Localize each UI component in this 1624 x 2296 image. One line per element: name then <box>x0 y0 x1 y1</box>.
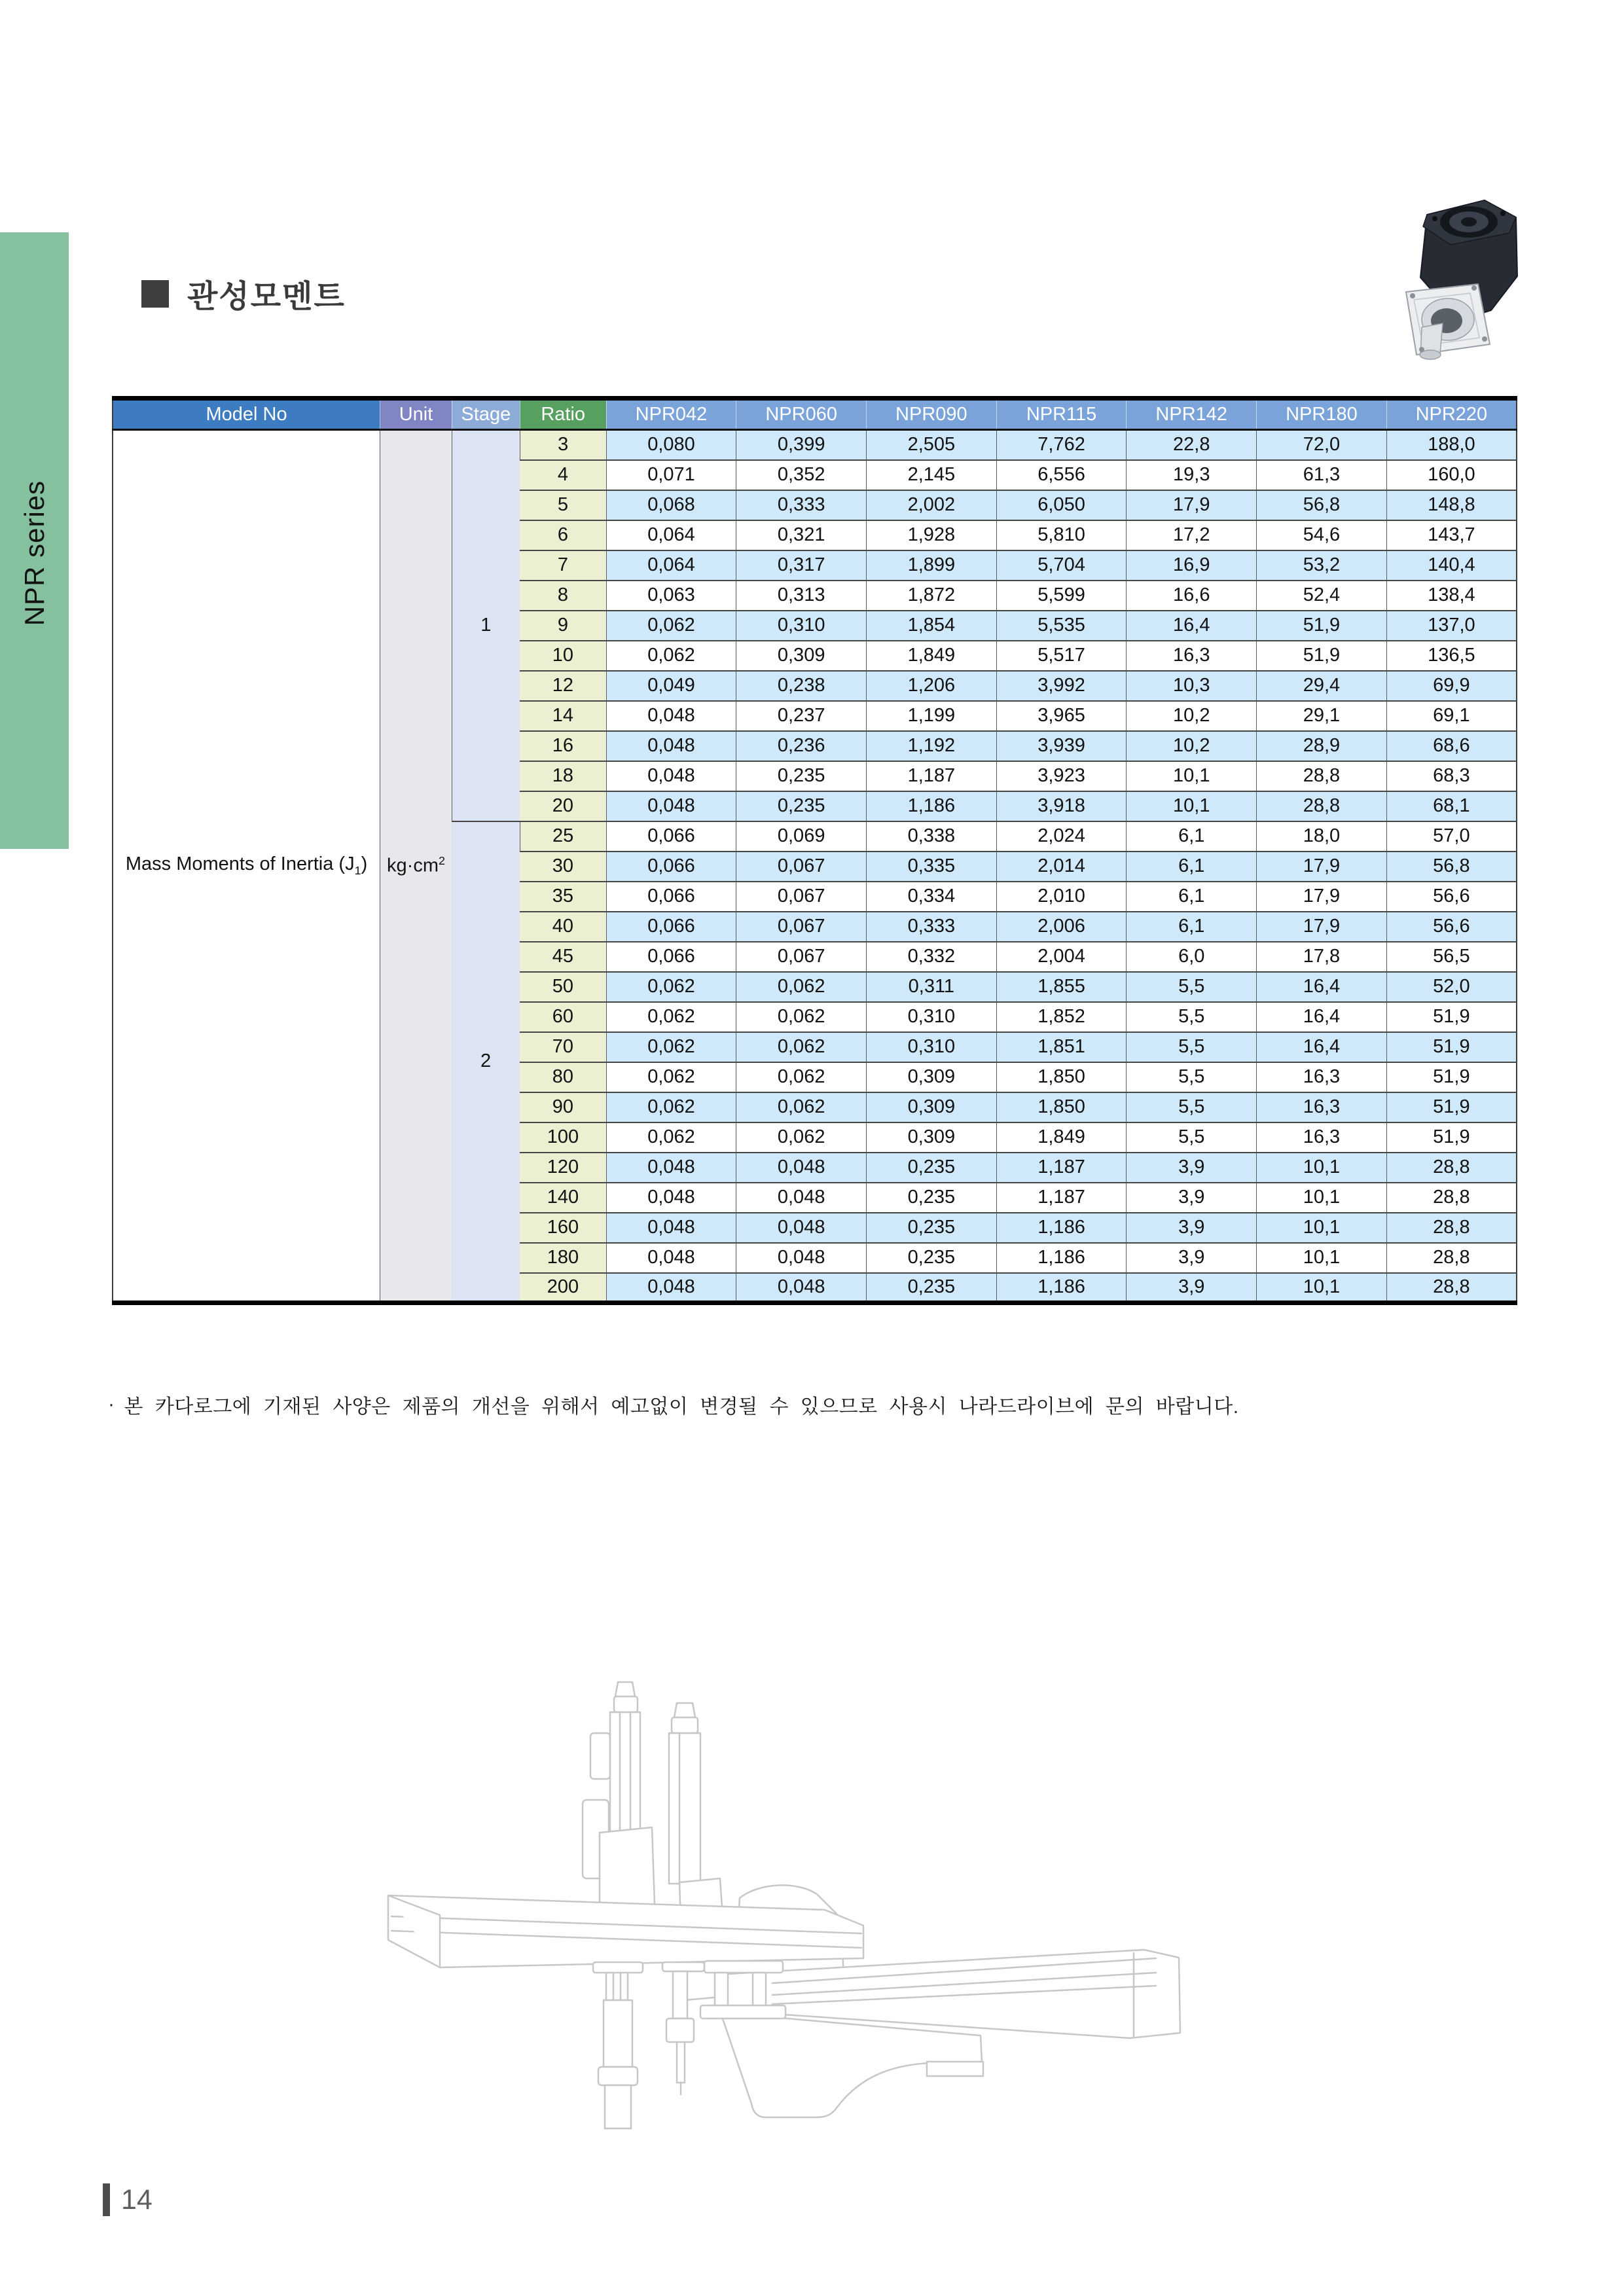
value-cell-npr142: 10,3 <box>1127 671 1257 701</box>
value-cell-npr060: 0,310 <box>736 611 867 641</box>
value-cell-npr180: 28,8 <box>1257 791 1387 821</box>
value-cell-npr180: 17,9 <box>1257 852 1387 882</box>
ratio-cell: 80 <box>520 1062 606 1092</box>
value-cell-npr220: 56,5 <box>1386 942 1517 972</box>
value-cell-npr090: 2,002 <box>867 490 997 520</box>
ratio-cell: 45 <box>520 942 606 972</box>
value-cell-npr220: 51,9 <box>1386 1062 1517 1092</box>
value-cell-npr142: 22,8 <box>1127 430 1257 460</box>
value-cell-npr180: 51,9 <box>1257 611 1387 641</box>
value-cell-npr180: 16,4 <box>1257 1002 1387 1032</box>
value-cell-npr220: 51,9 <box>1386 1002 1517 1032</box>
value-cell-npr060: 0,237 <box>736 701 867 731</box>
value-cell-npr220: 68,1 <box>1386 791 1517 821</box>
value-cell-npr220: 143,7 <box>1386 520 1517 550</box>
value-cell-npr090: 1,199 <box>867 701 997 731</box>
value-cell-npr220: 28,8 <box>1386 1183 1517 1213</box>
value-cell-npr060: 0,048 <box>736 1273 867 1303</box>
inertia-table <box>112 396 1517 1305</box>
value-cell-npr090: 0,235 <box>867 1243 997 1273</box>
value-cell-npr090: 1,849 <box>867 641 997 671</box>
value-cell-npr142: 5,5 <box>1127 972 1257 1002</box>
value-cell-npr142: 5,5 <box>1127 1032 1257 1062</box>
value-cell-npr220: 69,1 <box>1386 701 1517 731</box>
table-header <box>113 399 1517 430</box>
value-cell-npr115: 6,050 <box>996 490 1127 520</box>
ratio-cell: 120 <box>520 1153 606 1183</box>
value-cell-npr220: 136,5 <box>1386 641 1517 671</box>
value-cell-npr060: 0,235 <box>736 761 867 791</box>
value-cell-npr115: 5,517 <box>996 641 1127 671</box>
value-cell-npr220: 137,0 <box>1386 611 1517 641</box>
table-body <box>113 430 1517 1303</box>
value-cell-npr090: 0,310 <box>867 1032 997 1062</box>
value-cell-npr142: 6,1 <box>1127 852 1257 882</box>
value-cell-npr180: 16,4 <box>1257 972 1387 1002</box>
value-cell-npr060: 0,048 <box>736 1243 867 1273</box>
value-cell-npr042: 0,062 <box>606 1092 736 1122</box>
col-header-stage: Stage <box>452 399 520 430</box>
value-cell-npr180: 10,1 <box>1257 1243 1387 1273</box>
ratio-cell: 70 <box>520 1032 606 1062</box>
value-cell-npr142: 16,4 <box>1127 611 1257 641</box>
ratio-cell: 100 <box>520 1122 606 1153</box>
value-cell-npr180: 16,4 <box>1257 1032 1387 1062</box>
value-cell-npr115: 6,556 <box>996 460 1127 490</box>
value-cell-npr042: 0,063 <box>606 581 736 611</box>
value-cell-npr042: 0,062 <box>606 1122 736 1153</box>
value-cell-npr220: 68,3 <box>1386 761 1517 791</box>
value-cell-npr060: 0,067 <box>736 882 867 912</box>
ratio-cell: 30 <box>520 852 606 882</box>
model-label-cell: Mass Moments of Inertia $(J_1)$ <box>113 430 380 1303</box>
value-cell-npr220: 52,0 <box>1386 972 1517 1002</box>
title-bullet-square <box>141 280 169 308</box>
value-cell-npr142: 5,5 <box>1127 1002 1257 1032</box>
value-cell-npr220: 56,8 <box>1386 852 1517 882</box>
value-cell-npr142: 3,9 <box>1127 1153 1257 1183</box>
value-cell-npr142: 16,3 <box>1127 641 1257 671</box>
value-cell-npr180: 18,0 <box>1257 821 1387 852</box>
value-cell-npr220: 28,8 <box>1386 1243 1517 1273</box>
value-cell-npr115: 7,762 <box>996 430 1127 460</box>
ratio-cell: 4 <box>520 460 606 490</box>
value-cell-npr220: 57,0 <box>1386 821 1517 852</box>
value-cell-npr090: 0,309 <box>867 1062 997 1092</box>
value-cell-npr090: 0,338 <box>867 821 997 852</box>
value-cell-npr142: 16,6 <box>1127 581 1257 611</box>
ratio-cell: 140 <box>520 1183 606 1213</box>
value-cell-npr042: 0,048 <box>606 1213 736 1243</box>
value-cell-npr142: 3,9 <box>1127 1183 1257 1213</box>
value-cell-npr180: 61,3 <box>1257 460 1387 490</box>
value-cell-npr220: 51,9 <box>1386 1092 1517 1122</box>
value-cell-npr090: 2,145 <box>867 460 997 490</box>
series-tab <box>0 232 69 849</box>
value-cell-npr042: 0,066 <box>606 882 736 912</box>
value-cell-npr220: 148,8 <box>1386 490 1517 520</box>
value-cell-npr090: 0,309 <box>867 1122 997 1153</box>
robot-line-drawing <box>353 1669 1218 2166</box>
robot-illustration <box>388 1682 1180 2128</box>
value-cell-npr060: 0,062 <box>736 1122 867 1153</box>
value-cell-npr180: 16,3 <box>1257 1062 1387 1092</box>
ratio-cell: 12 <box>520 671 606 701</box>
series-tab-label: NPR series <box>18 480 50 626</box>
value-cell-npr042: 0,048 <box>606 791 736 821</box>
value-cell-npr180: 10,1 <box>1257 1153 1387 1183</box>
ratio-cell: 6 <box>520 520 606 550</box>
value-cell-npr180: 17,9 <box>1257 912 1387 942</box>
value-cell-npr060: 0,067 <box>736 852 867 882</box>
value-cell-npr220: 56,6 <box>1386 912 1517 942</box>
value-cell-npr042: 0,062 <box>606 1062 736 1092</box>
value-cell-npr115: 3,939 <box>996 731 1127 761</box>
ratio-cell: 10 <box>520 641 606 671</box>
value-cell-npr180: 56,8 <box>1257 490 1387 520</box>
footnote <box>108 1390 1483 1419</box>
value-cell-npr060: 0,062 <box>736 1032 867 1062</box>
value-cell-npr042: 0,062 <box>606 611 736 641</box>
value-cell-npr142: 17,2 <box>1127 520 1257 550</box>
value-cell-npr042: 0,071 <box>606 460 736 490</box>
ratio-cell: 90 <box>520 1092 606 1122</box>
value-cell-npr042: 0,048 <box>606 761 736 791</box>
value-cell-npr220: 28,8 <box>1386 1213 1517 1243</box>
value-cell-npr115: 1,187 <box>996 1153 1127 1183</box>
value-cell-npr060: 0,238 <box>736 671 867 701</box>
value-cell-npr180: 29,1 <box>1257 701 1387 731</box>
value-cell-npr042: 0,080 <box>606 430 736 460</box>
value-cell-npr115: 2,014 <box>996 852 1127 882</box>
value-cell-npr115: 2,010 <box>996 882 1127 912</box>
ratio-cell: 160 <box>520 1213 606 1243</box>
value-cell-npr060: 0,399 <box>736 430 867 460</box>
ratio-cell: 14 <box>520 701 606 731</box>
value-cell-npr180: 72,0 <box>1257 430 1387 460</box>
col-header-model-no: Model No <box>113 399 380 430</box>
value-cell-npr115: 1,851 <box>996 1032 1127 1062</box>
value-cell-npr220: 140,4 <box>1386 550 1517 581</box>
value-cell-npr090: 1,928 <box>867 520 997 550</box>
value-cell-npr090: 1,206 <box>867 671 997 701</box>
value-cell-npr060: 0,067 <box>736 942 867 972</box>
value-cell-npr115: 1,855 <box>996 972 1127 1002</box>
value-cell-npr060: 0,062 <box>736 1002 867 1032</box>
value-cell-npr115: 1,186 <box>996 1213 1127 1243</box>
ratio-cell: 40 <box>520 912 606 942</box>
value-cell-npr060: 0,048 <box>736 1213 867 1243</box>
value-cell-npr115: 1,186 <box>996 1243 1127 1273</box>
value-cell-npr090: 2,505 <box>867 430 997 460</box>
col-header-npr142: NPR142 <box>1127 399 1257 430</box>
value-cell-npr180: 52,4 <box>1257 581 1387 611</box>
table-header-row <box>113 399 1517 430</box>
value-cell-npr180: 17,9 <box>1257 882 1387 912</box>
value-cell-npr180: 29,4 <box>1257 671 1387 701</box>
value-cell-npr115: 1,187 <box>996 1183 1127 1213</box>
value-cell-npr115: 1,849 <box>996 1122 1127 1153</box>
value-cell-npr060: 0,062 <box>736 972 867 1002</box>
value-cell-npr115: 3,965 <box>996 701 1127 731</box>
stage-cell-2: 2 <box>452 821 520 1303</box>
value-cell-npr060: 0,352 <box>736 460 867 490</box>
value-cell-npr142: 6,1 <box>1127 882 1257 912</box>
col-header-ratio: Ratio <box>520 399 606 430</box>
value-cell-npr042: 0,064 <box>606 520 736 550</box>
value-cell-npr090: 0,333 <box>867 912 997 942</box>
value-cell-npr180: 10,1 <box>1257 1213 1387 1243</box>
col-header-npr042: NPR042 <box>606 399 736 430</box>
value-cell-npr142: 16,9 <box>1127 550 1257 581</box>
value-cell-npr090: 1,186 <box>867 791 997 821</box>
table-row-ratio-3 <box>113 430 1517 460</box>
value-cell-npr042: 0,068 <box>606 490 736 520</box>
page-number-text: 14 <box>121 2183 153 2215</box>
value-cell-npr220: 138,4 <box>1386 581 1517 611</box>
value-cell-npr142: 10,1 <box>1127 761 1257 791</box>
value-cell-npr042: 0,062 <box>606 1032 736 1062</box>
value-cell-npr142: 6,1 <box>1127 912 1257 942</box>
ratio-cell: 20 <box>520 791 606 821</box>
value-cell-npr042: 0,062 <box>606 972 736 1002</box>
stage-cell-1: 1 <box>452 430 520 821</box>
page-number <box>103 2183 153 2216</box>
value-cell-npr060: 0,309 <box>736 641 867 671</box>
value-cell-npr090: 1,192 <box>867 731 997 761</box>
value-cell-npr042: 0,048 <box>606 1243 736 1273</box>
value-cell-npr060: 0,048 <box>736 1183 867 1213</box>
value-cell-npr115: 3,918 <box>996 791 1127 821</box>
value-cell-npr060: 0,313 <box>736 581 867 611</box>
col-header-npr220: NPR220 <box>1386 399 1517 430</box>
value-cell-npr115: 2,024 <box>996 821 1127 852</box>
value-cell-npr142: 3,9 <box>1127 1273 1257 1303</box>
value-cell-npr060: 0,069 <box>736 821 867 852</box>
value-cell-npr142: 6,1 <box>1127 821 1257 852</box>
value-cell-npr142: 3,9 <box>1127 1243 1257 1273</box>
value-cell-npr142: 5,5 <box>1127 1092 1257 1122</box>
ratio-cell: 180 <box>520 1243 606 1273</box>
value-cell-npr090: 0,332 <box>867 942 997 972</box>
value-cell-npr220: 51,9 <box>1386 1122 1517 1153</box>
ratio-cell: 200 <box>520 1273 606 1303</box>
value-cell-npr142: 5,5 <box>1127 1122 1257 1153</box>
value-cell-npr042: 0,048 <box>606 1183 736 1213</box>
value-cell-npr180: 16,3 <box>1257 1122 1387 1153</box>
value-cell-npr142: 6,0 <box>1127 942 1257 972</box>
value-cell-npr220: 28,8 <box>1386 1153 1517 1183</box>
value-cell-npr042: 0,066 <box>606 821 736 852</box>
section-title-text: 관성모멘트 <box>187 279 346 314</box>
value-cell-npr220: 28,8 <box>1386 1273 1517 1303</box>
value-cell-npr180: 51,9 <box>1257 641 1387 671</box>
col-header-npr115: NPR115 <box>996 399 1127 430</box>
ratio-cell: 60 <box>520 1002 606 1032</box>
value-cell-npr115: 1,852 <box>996 1002 1127 1032</box>
value-cell-npr180: 17,8 <box>1257 942 1387 972</box>
ratio-cell: 3 <box>520 430 606 460</box>
ratio-cell: 5 <box>520 490 606 520</box>
page-number-bar <box>103 2183 110 2216</box>
value-cell-npr142: 19,3 <box>1127 460 1257 490</box>
value-cell-npr090: 0,235 <box>867 1213 997 1243</box>
value-cell-npr180: 28,8 <box>1257 761 1387 791</box>
col-header-unit: Unit <box>380 399 452 430</box>
value-cell-npr090: 0,335 <box>867 852 997 882</box>
col-header-npr060: NPR060 <box>736 399 867 430</box>
value-cell-npr060: 0,333 <box>736 490 867 520</box>
unit-cell: $kg\cdot cm^2$ <box>380 430 452 1303</box>
value-cell-npr042: 0,049 <box>606 671 736 701</box>
ratio-cell: 25 <box>520 821 606 852</box>
value-cell-npr060: 0,067 <box>736 912 867 942</box>
footnote-bullet: · <box>108 1393 115 1415</box>
value-cell-npr115: 5,535 <box>996 611 1127 641</box>
value-cell-npr042: 0,048 <box>606 1153 736 1183</box>
value-cell-npr060: 0,235 <box>736 791 867 821</box>
value-cell-npr115: 1,850 <box>996 1092 1127 1122</box>
product-photo <box>1386 191 1547 367</box>
value-cell-npr180: 53,2 <box>1257 550 1387 581</box>
value-cell-npr090: 1,872 <box>867 581 997 611</box>
value-cell-npr090: 0,334 <box>867 882 997 912</box>
value-cell-npr090: 1,854 <box>867 611 997 641</box>
value-cell-npr180: 28,9 <box>1257 731 1387 761</box>
value-cell-npr142: 5,5 <box>1127 1062 1257 1092</box>
value-cell-npr115: 2,004 <box>996 942 1127 972</box>
value-cell-npr180: 16,3 <box>1257 1092 1387 1122</box>
value-cell-npr220: 51,9 <box>1386 1032 1517 1062</box>
value-cell-npr090: 0,235 <box>867 1153 997 1183</box>
value-cell-npr220: 160,0 <box>1386 460 1517 490</box>
value-cell-npr042: 0,066 <box>606 852 736 882</box>
value-cell-npr042: 0,066 <box>606 912 736 942</box>
value-cell-npr060: 0,321 <box>736 520 867 550</box>
value-cell-npr042: 0,048 <box>606 1273 736 1303</box>
value-cell-npr090: 0,311 <box>867 972 997 1002</box>
value-cell-npr090: 0,310 <box>867 1002 997 1032</box>
ratio-cell: 35 <box>520 882 606 912</box>
section-title <box>141 271 346 316</box>
value-cell-npr115: 5,599 <box>996 581 1127 611</box>
ratio-cell: 8 <box>520 581 606 611</box>
value-cell-npr042: 0,062 <box>606 1002 736 1032</box>
value-cell-npr060: 0,062 <box>736 1092 867 1122</box>
ratio-cell: 16 <box>520 731 606 761</box>
col-header-npr180: NPR180 <box>1257 399 1387 430</box>
ratio-cell: 18 <box>520 761 606 791</box>
value-cell-npr115: 5,704 <box>996 550 1127 581</box>
value-cell-npr142: 10,2 <box>1127 731 1257 761</box>
value-cell-npr060: 0,062 <box>736 1062 867 1092</box>
value-cell-npr060: 0,048 <box>736 1153 867 1183</box>
value-cell-npr090: 1,899 <box>867 550 997 581</box>
value-cell-npr180: 10,1 <box>1257 1183 1387 1213</box>
gearhead-illustration <box>1406 200 1517 359</box>
value-cell-npr042: 0,048 <box>606 701 736 731</box>
ratio-cell: 9 <box>520 611 606 641</box>
ratio-cell: 50 <box>520 972 606 1002</box>
value-cell-npr060: 0,317 <box>736 550 867 581</box>
ratio-cell: 7 <box>520 550 606 581</box>
value-cell-npr115: 5,810 <box>996 520 1127 550</box>
value-cell-npr180: 10,1 <box>1257 1273 1387 1303</box>
value-cell-npr090: 1,187 <box>867 761 997 791</box>
value-cell-npr090: 0,235 <box>867 1273 997 1303</box>
value-cell-npr042: 0,064 <box>606 550 736 581</box>
value-cell-npr090: 0,235 <box>867 1183 997 1213</box>
value-cell-npr142: 10,2 <box>1127 701 1257 731</box>
value-cell-npr115: 2,006 <box>996 912 1127 942</box>
value-cell-npr142: 17,9 <box>1127 490 1257 520</box>
value-cell-npr042: 0,062 <box>606 641 736 671</box>
value-cell-npr060: 0,236 <box>736 731 867 761</box>
value-cell-npr142: 3,9 <box>1127 1213 1257 1243</box>
value-cell-npr090: 0,309 <box>867 1092 997 1122</box>
value-cell-npr042: 0,048 <box>606 731 736 761</box>
footnote-text: 본 카다로그에 기재된 사양은 제품의 개선을 위해서 예고없이 변경될 수 있으므로 사용시 나라드라이브에 문의 바랍니다. <box>124 1396 1239 1418</box>
value-cell-npr115: 3,923 <box>996 761 1127 791</box>
value-cell-npr115: 1,186 <box>996 1273 1127 1303</box>
value-cell-npr115: 3,992 <box>996 671 1127 701</box>
value-cell-npr220: 188,0 <box>1386 430 1517 460</box>
value-cell-npr180: 54,6 <box>1257 520 1387 550</box>
value-cell-npr220: 69,9 <box>1386 671 1517 701</box>
value-cell-npr115: 1,850 <box>996 1062 1127 1092</box>
value-cell-npr220: 68,6 <box>1386 731 1517 761</box>
value-cell-npr220: 56,6 <box>1386 882 1517 912</box>
value-cell-npr142: 10,1 <box>1127 791 1257 821</box>
value-cell-npr042: 0,066 <box>606 942 736 972</box>
col-header-npr090: NPR090 <box>867 399 997 430</box>
